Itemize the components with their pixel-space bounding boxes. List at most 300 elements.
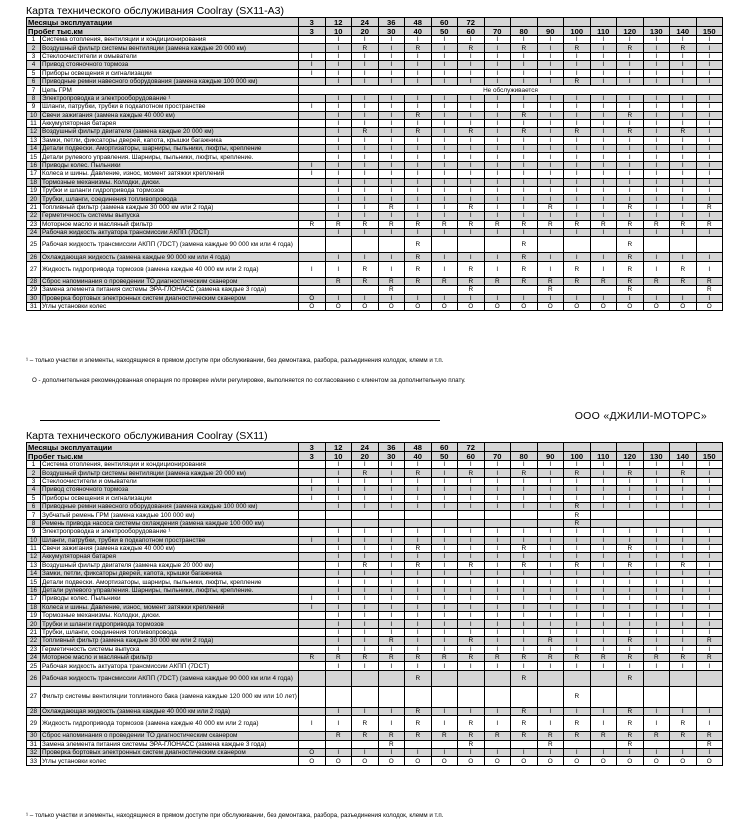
service-cell: I bbox=[352, 294, 379, 302]
service-cell bbox=[299, 203, 326, 211]
service-cell: I bbox=[484, 153, 511, 161]
row-number: 19 bbox=[27, 612, 41, 620]
service-cell: I bbox=[405, 178, 432, 186]
service-cell: I bbox=[405, 203, 432, 211]
service-cell: I bbox=[458, 645, 485, 653]
service-cell: I bbox=[670, 628, 697, 636]
row-operation: Свечи зажигания (замена каждые 40 000 км) bbox=[41, 544, 299, 552]
mileage-header-row-label: Пробег тыс.км bbox=[27, 27, 299, 36]
service-cell: I bbox=[696, 553, 723, 561]
service-cell: I bbox=[537, 61, 564, 69]
row-operation: Воздушный фильтр двигателя (замена каждые 20 000 км) bbox=[41, 561, 299, 569]
service-cell: I bbox=[352, 461, 379, 469]
service-cell: I bbox=[537, 748, 564, 756]
service-cell: I bbox=[696, 253, 723, 261]
service-cell: R bbox=[511, 237, 538, 253]
service-cell: I bbox=[670, 612, 697, 620]
service-cell: R bbox=[458, 561, 485, 569]
service-cell: R bbox=[617, 670, 644, 686]
row-operation: Воздушный фильтр системы вентиляции (замена каждые 20 000 км) bbox=[41, 44, 299, 52]
months-header-row-cell bbox=[537, 443, 564, 452]
row-number: 17 bbox=[27, 170, 41, 178]
service-cell: I bbox=[299, 595, 326, 603]
service-cell: O bbox=[378, 302, 405, 310]
service-cell: I bbox=[537, 578, 564, 586]
service-cell bbox=[484, 686, 511, 707]
service-cell: I bbox=[537, 69, 564, 77]
service-cell: R bbox=[537, 732, 564, 740]
service-cell: I bbox=[511, 69, 538, 77]
service-cell: I bbox=[458, 170, 485, 178]
service-cell: R bbox=[352, 261, 379, 277]
service-cell: I bbox=[643, 153, 670, 161]
service-cell: I bbox=[590, 477, 617, 485]
service-cell: I bbox=[564, 620, 591, 628]
service-cell: R bbox=[458, 653, 485, 661]
service-cell: I bbox=[352, 544, 379, 552]
service-cell: R bbox=[670, 277, 697, 285]
mileage-header-row-cell: 10 bbox=[325, 452, 352, 461]
service-cell: I bbox=[325, 645, 352, 653]
service-cell: I bbox=[696, 94, 723, 102]
service-cell: I bbox=[378, 136, 405, 144]
service-cell: R bbox=[511, 220, 538, 228]
service-cell: R bbox=[696, 740, 723, 748]
service-cell: I bbox=[378, 52, 405, 60]
service-cell: I bbox=[352, 612, 379, 620]
service-cell: I bbox=[405, 145, 432, 153]
service-cell: O bbox=[431, 302, 458, 310]
service-cell: I bbox=[643, 461, 670, 469]
service-cell: I bbox=[696, 662, 723, 670]
service-cell: I bbox=[564, 103, 591, 111]
service-cell: I bbox=[670, 228, 697, 236]
service-cell: O bbox=[564, 302, 591, 310]
row-operation: Приводные ремни навесного оборудования (замена каждые 100 000 км) bbox=[41, 77, 299, 85]
service-cell: I bbox=[378, 595, 405, 603]
service-cell: I bbox=[617, 612, 644, 620]
service-cell: I bbox=[670, 145, 697, 153]
service-cell: I bbox=[458, 136, 485, 144]
service-cell: I bbox=[352, 662, 379, 670]
service-cell: I bbox=[617, 620, 644, 628]
service-cell: I bbox=[458, 161, 485, 169]
service-cell: I bbox=[378, 294, 405, 302]
service-cell: I bbox=[352, 586, 379, 594]
service-cell: R bbox=[378, 653, 405, 661]
service-cell bbox=[511, 740, 538, 748]
service-cell: I bbox=[696, 544, 723, 552]
service-cell bbox=[378, 519, 405, 527]
service-cell: I bbox=[511, 536, 538, 544]
service-cell: O bbox=[617, 757, 644, 765]
service-cell: I bbox=[484, 494, 511, 502]
months-header-row-cell bbox=[617, 443, 644, 452]
service-cell: I bbox=[696, 261, 723, 277]
service-cell bbox=[378, 237, 405, 253]
service-cell: R bbox=[405, 261, 432, 277]
service-cell: I bbox=[458, 294, 485, 302]
service-cell: R bbox=[511, 544, 538, 552]
mileage-header-row-label: Пробег тыс.км bbox=[27, 452, 299, 461]
service-cell: I bbox=[378, 502, 405, 510]
service-cell bbox=[378, 670, 405, 686]
row-operation: Ремень привода насоса системы охлаждения (замена каждые 100 000 км) bbox=[41, 519, 299, 527]
service-cell: I bbox=[325, 128, 352, 136]
row-operation: Охлаждающая жидкость (замена каждые 40 000 км или 2 года) bbox=[41, 707, 299, 715]
service-cell: I bbox=[431, 119, 458, 127]
service-cell: O bbox=[431, 757, 458, 765]
service-cell: I bbox=[458, 586, 485, 594]
service-cell: I bbox=[696, 603, 723, 611]
service-cell: I bbox=[590, 628, 617, 636]
table-row bbox=[27, 228, 723, 236]
service-cell: I bbox=[431, 77, 458, 85]
table-row bbox=[27, 286, 723, 294]
service-cell: R bbox=[458, 128, 485, 136]
service-cell: I bbox=[617, 294, 644, 302]
service-cell: R bbox=[511, 716, 538, 732]
service-cell: R bbox=[458, 732, 485, 740]
service-cell: I bbox=[590, 461, 617, 469]
row-number: 15 bbox=[27, 578, 41, 586]
service-cell: I bbox=[325, 153, 352, 161]
service-cell: I bbox=[590, 170, 617, 178]
service-cell: I bbox=[590, 561, 617, 569]
service-cell: I bbox=[564, 212, 591, 220]
service-cell: R bbox=[564, 519, 591, 527]
service-cell bbox=[696, 686, 723, 707]
service-cell: I bbox=[511, 119, 538, 127]
service-cell: I bbox=[378, 69, 405, 77]
service-cell bbox=[617, 519, 644, 527]
mileage-header-row bbox=[27, 27, 723, 36]
row-number: 12 bbox=[27, 553, 41, 561]
service-cell: I bbox=[484, 561, 511, 569]
service-cell: I bbox=[378, 662, 405, 670]
service-cell bbox=[670, 237, 697, 253]
service-cell: I bbox=[617, 645, 644, 653]
service-cell: I bbox=[670, 94, 697, 102]
service-cell: I bbox=[643, 161, 670, 169]
service-cell: R bbox=[617, 707, 644, 715]
row-operation: Углы установки колес bbox=[41, 302, 299, 310]
service-cell: I bbox=[325, 637, 352, 645]
service-cell bbox=[617, 511, 644, 519]
service-cell: I bbox=[617, 502, 644, 510]
row-operation: Рабочая жидкость трансмиссии АКПП (7DCT) (замена каждые 90 000 км или 4 года) bbox=[41, 237, 299, 253]
service-cell: R bbox=[511, 253, 538, 261]
service-cell bbox=[696, 670, 723, 686]
mileage-header-row-cell: 70 bbox=[484, 27, 511, 36]
table-row bbox=[27, 670, 723, 686]
service-cell: I bbox=[378, 61, 405, 69]
service-cell: I bbox=[643, 203, 670, 211]
service-cell: I bbox=[643, 502, 670, 510]
row-number: 26 bbox=[27, 253, 41, 261]
service-cell: I bbox=[670, 178, 697, 186]
service-cell: R bbox=[617, 128, 644, 136]
service-cell bbox=[299, 528, 326, 536]
service-cell: I bbox=[696, 486, 723, 494]
service-cell: I bbox=[590, 253, 617, 261]
service-cell: I bbox=[405, 119, 432, 127]
service-cell: I bbox=[537, 170, 564, 178]
service-cell: I bbox=[352, 52, 379, 60]
service-cell: I bbox=[643, 544, 670, 552]
table-row bbox=[27, 44, 723, 52]
service-cell: I bbox=[352, 253, 379, 261]
service-cell bbox=[299, 461, 326, 469]
service-cell: I bbox=[352, 103, 379, 111]
service-cell: I bbox=[378, 77, 405, 85]
service-cell: I bbox=[696, 195, 723, 203]
row-number: 13 bbox=[27, 561, 41, 569]
service-cell: I bbox=[643, 477, 670, 485]
service-cell: I bbox=[643, 136, 670, 144]
service-cell: I bbox=[405, 637, 432, 645]
service-cell: I bbox=[670, 153, 697, 161]
service-cell: O bbox=[325, 757, 352, 765]
service-cell bbox=[352, 286, 379, 294]
service-cell: I bbox=[484, 461, 511, 469]
months-header-row-cell bbox=[564, 443, 591, 452]
table-row bbox=[27, 119, 723, 127]
service-cell: I bbox=[352, 645, 379, 653]
service-cell: I bbox=[378, 628, 405, 636]
service-cell: I bbox=[431, 544, 458, 552]
service-cell: I bbox=[431, 707, 458, 715]
service-cell: R bbox=[564, 511, 591, 519]
service-cell: R bbox=[352, 716, 379, 732]
service-cell: I bbox=[378, 645, 405, 653]
service-cell: I bbox=[405, 136, 432, 144]
service-cell: I bbox=[590, 612, 617, 620]
service-cell: I bbox=[511, 612, 538, 620]
row-number: 14 bbox=[27, 570, 41, 578]
service-cell: I bbox=[617, 161, 644, 169]
service-cell: I bbox=[590, 36, 617, 44]
service-cell bbox=[299, 662, 326, 670]
service-cell: I bbox=[458, 612, 485, 620]
service-cell: I bbox=[590, 195, 617, 203]
table-row bbox=[27, 161, 723, 169]
service-cell: R bbox=[511, 670, 538, 686]
service-cell: I bbox=[325, 187, 352, 195]
service-cell: R bbox=[564, 261, 591, 277]
table-row bbox=[27, 103, 723, 111]
card2-footnote: ¹ – только участки и элементы, находящиеся в прямом доступе при обслуживании, без демонтажа, разбора, разъединения колодок, клемм и т.п. bbox=[26, 812, 444, 819]
service-cell: I bbox=[325, 253, 352, 261]
months-header-row-cell: 12 bbox=[325, 443, 352, 452]
service-cell: I bbox=[696, 612, 723, 620]
service-cell: I bbox=[458, 628, 485, 636]
mileage-header-row-cell: 80 bbox=[511, 452, 538, 461]
service-cell: I bbox=[643, 294, 670, 302]
service-cell: I bbox=[670, 544, 697, 552]
service-cell: R bbox=[537, 637, 564, 645]
service-cell: I bbox=[670, 170, 697, 178]
service-cell: I bbox=[511, 578, 538, 586]
service-cell: I bbox=[325, 662, 352, 670]
service-cell: I bbox=[537, 595, 564, 603]
service-cell: I bbox=[643, 128, 670, 136]
service-cell bbox=[484, 670, 511, 686]
service-cell: I bbox=[458, 486, 485, 494]
service-cell: I bbox=[537, 187, 564, 195]
service-cell: R bbox=[405, 716, 432, 732]
service-cell: I bbox=[431, 486, 458, 494]
service-cell: I bbox=[617, 662, 644, 670]
service-cell: R bbox=[617, 544, 644, 552]
service-cell: I bbox=[431, 469, 458, 477]
service-cell: I bbox=[431, 128, 458, 136]
service-cell bbox=[431, 686, 458, 707]
service-cell: O bbox=[537, 302, 564, 310]
row-operation: Система отопления, вентиляции и кондиционирования bbox=[41, 36, 299, 44]
service-cell bbox=[405, 686, 432, 707]
service-cell: R bbox=[537, 740, 564, 748]
service-cell bbox=[405, 286, 432, 294]
service-cell: I bbox=[325, 620, 352, 628]
service-cell: I bbox=[458, 253, 485, 261]
service-cell bbox=[299, 286, 326, 294]
table-row bbox=[27, 570, 723, 578]
service-cell bbox=[511, 511, 538, 519]
service-cell: I bbox=[484, 595, 511, 603]
service-cell bbox=[299, 44, 326, 52]
service-cell bbox=[299, 707, 326, 715]
service-cell: I bbox=[458, 69, 485, 77]
service-cell: R bbox=[696, 203, 723, 211]
service-cell: I bbox=[405, 52, 432, 60]
service-cell: I bbox=[299, 486, 326, 494]
service-cell: I bbox=[643, 212, 670, 220]
months-header-row-cell: 48 bbox=[405, 443, 432, 452]
service-cell bbox=[299, 212, 326, 220]
service-cell: I bbox=[511, 461, 538, 469]
service-cell: I bbox=[458, 528, 485, 536]
service-cell: I bbox=[458, 94, 485, 102]
service-cell bbox=[299, 519, 326, 527]
service-cell: I bbox=[537, 628, 564, 636]
service-cell: I bbox=[511, 595, 538, 603]
service-cell: I bbox=[670, 161, 697, 169]
service-cell: I bbox=[617, 69, 644, 77]
service-cell: R bbox=[352, 561, 379, 569]
row-number: 29 bbox=[27, 716, 41, 732]
mileage-header-row-cell: 40 bbox=[405, 452, 432, 461]
service-cell: I bbox=[617, 103, 644, 111]
service-cell: I bbox=[537, 612, 564, 620]
service-cell: I bbox=[643, 178, 670, 186]
service-cell: I bbox=[511, 586, 538, 594]
table-row bbox=[27, 203, 723, 211]
service-cell: R bbox=[458, 220, 485, 228]
mileage-header-row-cell: 60 bbox=[458, 27, 485, 36]
row-operation: Цепь ГРМ bbox=[41, 86, 299, 94]
service-cell bbox=[643, 286, 670, 294]
months-header-row-cell: 24 bbox=[352, 443, 379, 452]
service-cell bbox=[643, 237, 670, 253]
table-row bbox=[27, 477, 723, 485]
table-row bbox=[27, 528, 723, 536]
service-cell: I bbox=[511, 161, 538, 169]
service-cell: I bbox=[537, 561, 564, 569]
service-cell: I bbox=[325, 136, 352, 144]
service-cell bbox=[643, 740, 670, 748]
service-cell: I bbox=[484, 603, 511, 611]
service-cell: I bbox=[564, 61, 591, 69]
service-cell: I bbox=[590, 69, 617, 77]
service-cell: I bbox=[378, 544, 405, 552]
months-header-row-cell: 24 bbox=[352, 18, 379, 27]
service-cell: I bbox=[643, 195, 670, 203]
service-cell: R bbox=[325, 220, 352, 228]
row-operation: Приводные ремни навесного оборудования (замена каждые 100 000 км) bbox=[41, 502, 299, 510]
mileage-header-row-cell: 40 bbox=[405, 27, 432, 36]
service-cell: I bbox=[299, 261, 326, 277]
service-cell: I bbox=[431, 153, 458, 161]
row-number: 18 bbox=[27, 178, 41, 186]
service-cell: I bbox=[590, 662, 617, 670]
service-cell: I bbox=[484, 707, 511, 715]
service-cell: I bbox=[590, 645, 617, 653]
row-operation: Топливный фильтр (замена каждые 30 000 км или 2 года) bbox=[41, 637, 299, 645]
service-cell: I bbox=[511, 645, 538, 653]
service-cell bbox=[643, 670, 670, 686]
service-cell: I bbox=[564, 119, 591, 127]
service-cell: I bbox=[405, 61, 432, 69]
service-cell: I bbox=[325, 707, 352, 715]
row-operation: Рабочая жидкость актуатора трансмиссии АКПП (7DCT) bbox=[41, 662, 299, 670]
service-cell: I bbox=[643, 536, 670, 544]
service-cell: I bbox=[431, 477, 458, 485]
service-cell: I bbox=[537, 161, 564, 169]
service-cell bbox=[299, 36, 326, 44]
table-row bbox=[27, 61, 723, 69]
service-cell: I bbox=[484, 637, 511, 645]
service-cell: I bbox=[564, 612, 591, 620]
mileage-header-row-cell: 120 bbox=[617, 27, 644, 36]
service-cell bbox=[405, 511, 432, 519]
service-cell: I bbox=[325, 145, 352, 153]
service-cell: R bbox=[458, 203, 485, 211]
service-cell: I bbox=[696, 502, 723, 510]
service-cell: I bbox=[325, 195, 352, 203]
table-row bbox=[27, 628, 723, 636]
service-cell bbox=[696, 237, 723, 253]
service-cell: I bbox=[378, 161, 405, 169]
service-cell: I bbox=[696, 212, 723, 220]
service-cell: I bbox=[670, 502, 697, 510]
service-cell: I bbox=[325, 203, 352, 211]
service-cell bbox=[299, 228, 326, 236]
service-cell: I bbox=[537, 586, 564, 594]
service-cell: I bbox=[378, 553, 405, 561]
service-cell: I bbox=[352, 61, 379, 69]
service-cell: I bbox=[617, 528, 644, 536]
service-cell: I bbox=[696, 170, 723, 178]
service-cell: I bbox=[537, 253, 564, 261]
service-cell: R bbox=[352, 469, 379, 477]
row-number: 11 bbox=[27, 544, 41, 552]
service-cell: I bbox=[643, 61, 670, 69]
service-cell bbox=[696, 519, 723, 527]
service-cell: I bbox=[696, 69, 723, 77]
service-cell bbox=[299, 145, 326, 153]
table-row bbox=[27, 294, 723, 302]
